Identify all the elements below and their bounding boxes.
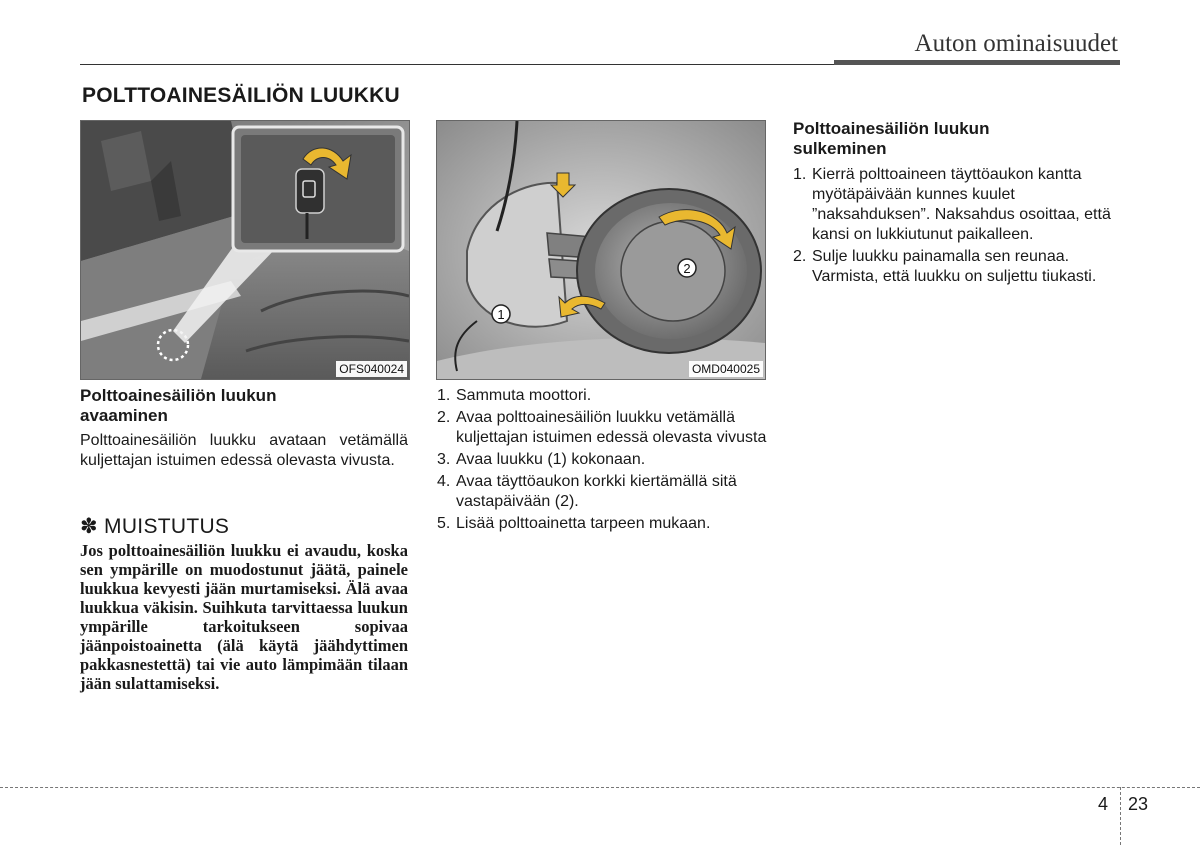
step-number: 2. <box>437 409 451 426</box>
figure-code-middle: OMD040025 <box>689 361 763 377</box>
step-number: 1. <box>793 166 807 183</box>
step-item <box>437 514 767 534</box>
step-item <box>437 408 767 448</box>
closing-heading-line2: sulkeminen <box>793 139 887 158</box>
fuel-door-illustration <box>437 121 765 379</box>
opening-section <box>80 386 408 471</box>
step-text: Avaa täyttöaukon korkki kiertämällä sitä vastapäivään (2). <box>456 473 737 510</box>
opening-steps <box>437 386 767 536</box>
opening-heading-line1: Polttoainesäiliön luukun <box>80 386 277 405</box>
step-text: Avaa polttoainesäiliön luukku vetämällä kuljettajan istuimen edessä olevasta vivusta <box>456 409 767 446</box>
note-text: Jos polttoainesäiliön luukku ei avaudu, koska sen ympärille on muodostunut jäätä, painele luukkua kevyesti jään murtamiseksi. Älä avaa luukkua väkisin. Suihkuta tarvittaessa luukun ympärille tarkoitukseen sopivaa jäänpoistoainetta (älä käytä jäähdyttimen pakkasnestettä) tai vie auto lämpimään tilaan jään sulattamiseksi. <box>80 541 408 693</box>
step-item <box>793 247 1121 287</box>
step-text: Sammuta moottori. <box>456 387 592 404</box>
header-rule <box>80 64 840 65</box>
section-title: POLTTOAINESÄILIÖN LUUKKU <box>82 84 400 107</box>
marker-1: 1 <box>497 307 505 322</box>
note-section <box>80 514 408 693</box>
note-symbol-icon: ✽ <box>80 515 98 538</box>
step-item <box>437 450 767 470</box>
step-item <box>793 165 1121 245</box>
step-number: 3. <box>437 451 451 468</box>
step-number: 1. <box>437 387 451 404</box>
header-accent-bar <box>834 60 1120 65</box>
header-title: Auton ominaisuudet <box>914 30 1118 57</box>
footer-divider <box>1120 787 1121 845</box>
step-text: Sulje luukku painamalla sen reunaa. Varmista, että luukku on suljettu tiukasti. <box>812 248 1097 285</box>
step-number: 5. <box>437 515 451 532</box>
marker-2: 2 <box>683 261 691 276</box>
chapter-number: 4 <box>1098 794 1109 814</box>
step-text: Lisää polttoainetta tarpeen mukaan. <box>456 515 711 532</box>
page-number: 23 <box>1128 794 1149 814</box>
closing-section <box>793 119 1121 289</box>
step-text: Avaa luukku (1) kokonaan. <box>456 451 646 468</box>
step-text: Kierrä polttoaineen täyttöaukon kantta myötäpäivään kunnes kuulet ”naksahduksen”. Naksahdus osoittaa, että kansi on lukkiutunut paikalleen. <box>812 166 1111 243</box>
opening-text: Polttoainesäiliön luukku avataan vetämällä kuljettajan istuimen edessä olevasta vivusta. <box>80 432 408 469</box>
closing-heading <box>793 119 1121 159</box>
step-number: 4. <box>437 473 451 490</box>
closing-heading-line1: Polttoainesäiliön luukun <box>793 119 990 138</box>
step-item <box>437 386 767 406</box>
note-title: MUISTUTUS <box>104 515 230 538</box>
figure-fuel-door <box>436 120 766 380</box>
footer-rule <box>0 787 1200 788</box>
note-heading <box>80 514 408 539</box>
step-item <box>437 472 767 512</box>
opening-heading <box>80 386 408 426</box>
opening-heading-line2: avaaminen <box>80 406 168 425</box>
step-number: 2. <box>793 248 807 265</box>
figure-fuel-lever <box>80 120 410 380</box>
figure-code-left: OFS040024 <box>336 361 407 377</box>
fuel-lever-illustration <box>81 121 409 379</box>
